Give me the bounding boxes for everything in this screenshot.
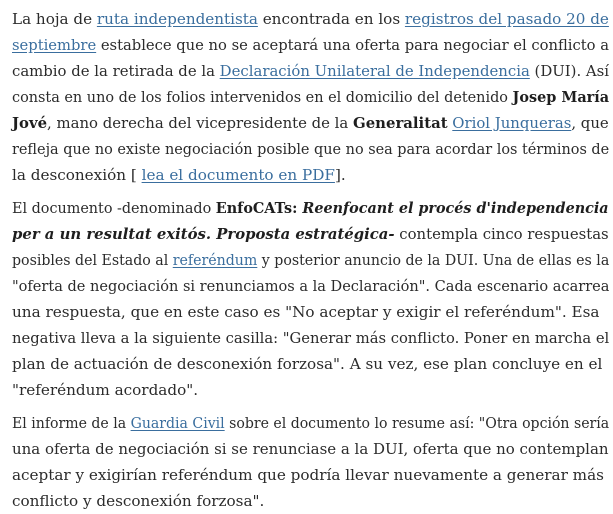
text: posibles del Estado al — [12, 251, 173, 269]
text-line — [12, 299, 613, 325]
bold-name: Josep María — [512, 88, 610, 106]
text: aceptar y exigirían referéndum que podría llevar nuevamente a generar más — [12, 466, 604, 484]
text: y posterior anuncio de la DUI. Una de ellas es la — [257, 251, 610, 269]
text-line — [12, 410, 610, 436]
link-documento-pdf[interactable]: lea el documento en PDF — [141, 166, 335, 184]
paragraph-2 — [12, 195, 613, 403]
paragraph-1 — [12, 6, 613, 188]
text: sobre el documento lo resume así: "Otra opción sería — [224, 414, 610, 432]
bold-name: Jové — [12, 114, 48, 132]
text-line — [12, 351, 613, 377]
text: refleja que no existe negociación posible que no sea para acordar los términos de — [12, 140, 610, 158]
text: La hoja de — [12, 10, 97, 28]
text: "oferta de negociación si renunciamos a la Declaración". Cada escenario acarrea — [12, 277, 610, 295]
text-line — [12, 221, 609, 247]
text: una respuesta, que en este caso es "No aceptar y exigir el referéndum". Esa — [12, 303, 600, 321]
text-line — [12, 32, 609, 58]
text-line — [12, 162, 613, 188]
italic-title: Reenfocant el procés d'independencia — [302, 199, 609, 217]
link-declaracion-unilateral[interactable]: Declaración Unilateral de Independencia — [219, 62, 530, 80]
text: (DUI). Así — [529, 62, 610, 80]
text-line — [12, 195, 609, 221]
bold-italic-title — [12, 225, 395, 243]
bold-italic-title — [302, 199, 608, 217]
text-line — [12, 247, 610, 273]
text-line — [12, 6, 612, 32]
text-line — [12, 377, 613, 403]
italic-title: per a un resultat exitós. Proposta estratégica- — [12, 225, 395, 243]
text: plan de actuación de desconexión forzosa". A su vez, ese plan concluye en el — [12, 355, 603, 373]
bold-generalitat: Generalitat — [353, 114, 448, 132]
text: El informe de la — [12, 414, 131, 432]
text-line — [12, 436, 609, 462]
link-oriol-junqueras[interactable]: Oriol Junqueras — [452, 114, 572, 132]
link-registros-20-septiembre[interactable]: registros del pasado 20 de — [404, 10, 609, 28]
text: ]. — [334, 166, 346, 184]
text: negativa lleva a la siguiente casilla: "Generar más conflicto. Poner en marcha el — [12, 329, 610, 347]
link-ruta-independentista[interactable]: ruta independentista — [96, 10, 258, 28]
text: , que — [571, 114, 609, 132]
text: cambio de la retirada de la — [12, 62, 220, 80]
text: conflicto y desconexión forzosa". — [12, 492, 265, 510]
link-registros-20-septiembre[interactable]: septiembre — [12, 36, 97, 54]
text: consta en uno de los folios intervenidos en el domicilio del detenido — [12, 88, 513, 106]
link-referendum[interactable]: referéndum — [172, 251, 258, 269]
text: , mano derecha del vicepresidente de la — [47, 114, 354, 132]
text: El documento -denominado — [12, 199, 216, 217]
text-line — [12, 325, 610, 351]
text: contempla cinco respuestas — [394, 225, 609, 243]
text: una oferta de negociación si se renunciase a la DUI, oferta que no contemplan — [12, 440, 609, 458]
text-line — [12, 462, 613, 488]
text: encontrada en los — [257, 10, 405, 28]
paragraph-3 — [12, 410, 613, 514]
text-line — [12, 273, 610, 299]
bold-enfocats: EnfoCATs: — [215, 199, 303, 217]
text: la desconexión [ — [12, 166, 142, 184]
text-line — [12, 110, 609, 136]
text-line — [12, 136, 610, 162]
text-line — [12, 488, 613, 514]
link-guardia-civil[interactable]: Guardia Civil — [130, 414, 225, 432]
text: "referéndum acordado". — [12, 381, 199, 399]
text-line — [12, 58, 610, 84]
text-line — [12, 84, 610, 110]
text: establece que no se aceptará una oferta para negociar el conflicto a — [96, 36, 609, 54]
